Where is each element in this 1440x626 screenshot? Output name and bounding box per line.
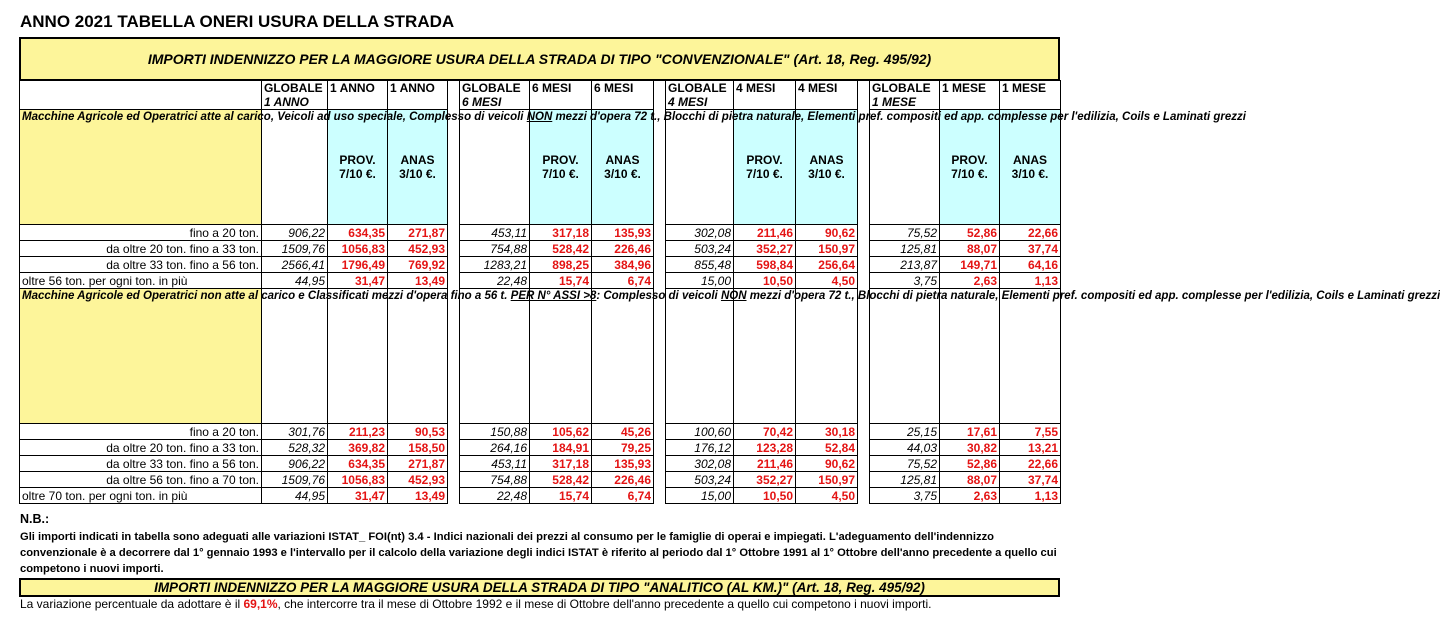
global-value: 25,15 [870, 424, 940, 440]
global-cell-1-anno [262, 110, 328, 225]
global-value: 44,03 [870, 440, 940, 456]
anas-value: 13,49 [388, 488, 448, 504]
global-value: 302,08 [666, 456, 734, 472]
anas-value: 4,50 [796, 488, 858, 504]
column-gap [654, 241, 666, 257]
prov-value: 105,62 [530, 424, 592, 440]
description-part: Macchine Agricole ed Operatrici atte al carico, Veicoli ad uso speciale, Complesso di veicoli [22, 111, 527, 123]
anas-value: 45,26 [592, 424, 654, 440]
column-gap [858, 110, 870, 225]
column-gap [858, 225, 870, 241]
notes-text: Gli importi indicati in tabella sono adeguati alle variazioni ISTAT_ FOI(nt) 3.4 - Indici nazionali dei prezzi al consumo per le famiglie di operai e impiegati. L'adeguamento dell'indennizzo convenzionale è a decorrere dal 1° gennaio 1993 e l'intervallo per il calcolo della variazione degli indici ISTAT è riferito al periodo dal 1° Ottobre 1991 al 1° Ottobre dell'anno precedente a quello cui competono i nuovi importi. [20, 531, 1057, 576]
anas-value: 1,13 [1000, 488, 1061, 504]
global-value: 150,88 [460, 424, 530, 440]
description-part: : Complesso di veicoli [596, 290, 721, 302]
prov-label-1-mese-line1: PROV. [951, 153, 988, 167]
conventional-banner: IMPORTI INDENNIZZO PER LA MAGGIORE USURA DELLA STRADA DI TIPO "CONVENZIONALE" (Art. 18, Reg. 495/92) [19, 37, 1060, 81]
table-row [20, 456, 1061, 472]
header-blank [20, 81, 262, 110]
anas-label-4-mesi [796, 110, 858, 225]
prov-label-1-anno [328, 110, 388, 225]
prov-value: 1056,83 [328, 241, 388, 257]
column-gap [858, 472, 870, 488]
global-value: 906,22 [262, 456, 328, 472]
weight-band-label: fino a 20 ton. [20, 424, 262, 440]
prov-value: 352,27 [734, 472, 796, 488]
anas-value: 135,93 [592, 225, 654, 241]
column-gap [654, 424, 666, 440]
prov-value: 317,18 [530, 225, 592, 241]
anas-value: 13,49 [388, 273, 448, 289]
column-gap [448, 456, 460, 472]
global-value: 125,81 [870, 241, 940, 257]
prov-value: 88,07 [940, 241, 1000, 257]
anas-value: 150,97 [796, 472, 858, 488]
global-value: 100,60 [666, 424, 734, 440]
prov-value: 70,42 [734, 424, 796, 440]
footer-note [20, 597, 932, 611]
column-gap [448, 488, 460, 504]
prov-label-4-mesi [734, 110, 796, 225]
header-global-4-mesi [666, 81, 734, 110]
anas-value: 226,46 [592, 241, 654, 257]
global-value: 22,48 [460, 488, 530, 504]
column-gap [654, 440, 666, 456]
column-gap [448, 472, 460, 488]
prov-label-1-mese [940, 110, 1000, 225]
column-gap [858, 273, 870, 289]
global-value: 264,16 [460, 440, 530, 456]
prov-value: 31,47 [328, 273, 388, 289]
global-value: 15,00 [666, 488, 734, 504]
header-period-label: 4 MESI [668, 95, 708, 109]
header-global-label: GLOBALE [872, 81, 931, 95]
prov-value: 52,86 [940, 456, 1000, 472]
anas-value: 452,93 [388, 241, 448, 257]
prov-value: 10,50 [734, 273, 796, 289]
prov-label-1-anno-line1: PROV. [339, 153, 376, 167]
global-cell-1-mese [870, 110, 940, 225]
prov-value: 52,86 [940, 225, 1000, 241]
global-value: 754,88 [460, 472, 530, 488]
column-gap [654, 110, 666, 225]
anas-value: 22,66 [1000, 225, 1061, 241]
column-gap [654, 488, 666, 504]
column-gap [448, 273, 460, 289]
anas-label-6-mesi [592, 110, 654, 225]
table-row [20, 273, 1061, 289]
description-part: mezzi d'opera 72 t., Blocchi di pietra naturale, Elementi pref. compositi ed app. complesse per l'edilizia, Coils e Laminati grezzi [746, 290, 1440, 302]
anas-label-1-anno-line1: ANAS [400, 153, 435, 167]
prov-value: 598,84 [734, 257, 796, 273]
anas-value: 7,55 [1000, 424, 1061, 440]
anas-label-4-mesi-line2: 3/10 €. [808, 167, 845, 181]
footer-text-before: La variazione percentuale da adottare è il [20, 597, 244, 611]
prov-label-1-mese-line2: 7/10 €. [951, 167, 988, 181]
column-gap [654, 289, 666, 424]
anas-value: 90,62 [796, 225, 858, 241]
anas-label-6-mesi-line1: ANAS [605, 153, 640, 167]
anas-label-4-mesi-line1: ANAS [809, 153, 844, 167]
anas-value: 271,87 [388, 225, 448, 241]
prov-value: 30,82 [940, 440, 1000, 456]
anas-label-1-anno [388, 110, 448, 225]
prov-value: 1056,83 [328, 472, 388, 488]
anas-value: 452,93 [388, 472, 448, 488]
column-gap [858, 81, 870, 110]
fees-table [19, 80, 1440, 504]
global-value: 503,24 [666, 472, 734, 488]
anas-cell-1-mese [1000, 289, 1061, 424]
description-part: PER N° ASSI >8 [510, 290, 597, 302]
prov-value: 15,74 [530, 488, 592, 504]
weight-band-label: oltre 70 ton. per ogni ton. in più [20, 488, 262, 504]
prov-value: 211,46 [734, 225, 796, 241]
prov-label-1-anno-line2: 7/10 €. [339, 167, 376, 181]
table-row [20, 440, 1061, 456]
global-value: 528,32 [262, 440, 328, 456]
prov-value: 10,50 [734, 488, 796, 504]
global-cell-6-mesi [460, 110, 530, 225]
global-value: 213,87 [870, 257, 940, 273]
prov-cell-6-mesi [530, 289, 592, 424]
global-value: 1509,76 [262, 472, 328, 488]
anas-value: 30,18 [796, 424, 858, 440]
anas-value: 90,53 [388, 424, 448, 440]
prov-value: 149,71 [940, 257, 1000, 273]
header-anas-1-mese: 1 MESE [1000, 81, 1061, 110]
column-gap [654, 81, 666, 110]
global-value: 754,88 [460, 241, 530, 257]
anas-value: 271,87 [388, 456, 448, 472]
anas-value: 769,92 [388, 257, 448, 273]
column-gap [858, 424, 870, 440]
global-value: 44,95 [262, 488, 328, 504]
page-title: ANNO 2021 TABELLA ONERI USURA DELLA STRADA [20, 12, 455, 31]
anas-label-1-mese-line1: ANAS [1012, 153, 1047, 167]
column-gap [448, 424, 460, 440]
header-prov-1-mese: 1 MESE [940, 81, 1000, 110]
description-part: NON [526, 111, 553, 123]
prov-value: 17,61 [940, 424, 1000, 440]
global-cell-4-mesi [666, 289, 734, 424]
prov-value: 317,18 [530, 456, 592, 472]
global-value: 301,76 [262, 424, 328, 440]
anas-label-1-mese-line2: 3/10 €. [1011, 167, 1049, 181]
weight-band-label: da oltre 20 ton. fino a 33 ton. [20, 241, 262, 257]
prov-value: 634,35 [328, 456, 388, 472]
header-anas-6-mesi: 6 MESI [592, 81, 654, 110]
table-row [20, 472, 1061, 488]
header-anas-1-anno: 1 ANNO [388, 81, 448, 110]
global-value: 125,81 [870, 472, 940, 488]
anas-value: 384,96 [592, 257, 654, 273]
column-gap [448, 289, 460, 424]
prov-cell-1-mese [940, 289, 1000, 424]
weight-band-label: fino a 20 ton. [20, 225, 262, 241]
column-gap [654, 273, 666, 289]
anas-value: 37,74 [1000, 472, 1061, 488]
prov-cell-1-anno [328, 289, 388, 424]
anas-value: 158,50 [388, 440, 448, 456]
prov-value: 211,46 [734, 456, 796, 472]
global-value: 302,08 [666, 225, 734, 241]
section-header-row [20, 289, 1061, 424]
column-gap [448, 110, 460, 225]
prov-value: 2,63 [940, 273, 1000, 289]
column-gap [858, 257, 870, 273]
column-gap [654, 456, 666, 472]
global-value: 3,75 [870, 488, 940, 504]
header-period-label: 6 MESI [462, 95, 502, 109]
anas-value: 6,74 [592, 488, 654, 504]
header-global-label: GLOBALE [264, 81, 323, 95]
global-value: 1509,76 [262, 241, 328, 257]
prov-value: 31,47 [328, 488, 388, 504]
nb-label: N.B.: [20, 512, 50, 526]
global-value: 906,22 [262, 225, 328, 241]
table-row [20, 424, 1061, 440]
global-value: 2566,41 [262, 257, 328, 273]
column-gap [448, 257, 460, 273]
global-value: 44,95 [262, 273, 328, 289]
prov-value: 528,42 [530, 241, 592, 257]
section-header-row [20, 110, 1061, 225]
table-row [20, 241, 1061, 257]
prov-label-4-mesi-line2: 7/10 €. [746, 167, 783, 181]
anas-label-1-mese [1000, 110, 1061, 225]
prov-cell-4-mesi [734, 289, 796, 424]
prov-label-6-mesi-line2: 7/10 €. [542, 167, 579, 181]
header-global-1-anno [262, 81, 328, 110]
prov-value: 1796,49 [328, 257, 388, 273]
column-gap [858, 488, 870, 504]
header-anas-4-mesi: 4 MESI [796, 81, 858, 110]
weight-band-label: da oltre 33 ton. fino a 56 ton. [20, 257, 262, 273]
column-gap [858, 456, 870, 472]
column-gap [448, 241, 460, 257]
prov-value: 123,28 [734, 440, 796, 456]
header-global-label: GLOBALE [462, 81, 521, 95]
column-gap [858, 440, 870, 456]
anas-value: 150,97 [796, 241, 858, 257]
anas-value: 256,64 [796, 257, 858, 273]
column-gap [448, 81, 460, 110]
description-part: Macchine Agricole ed Operatrici non atte al carico e Classificati mezzi d'opera fino a 56 t. [22, 290, 511, 302]
prov-value: 352,27 [734, 241, 796, 257]
prov-label-4-mesi-line1: PROV. [746, 153, 783, 167]
prov-value: 2,63 [940, 488, 1000, 504]
header-global-label: GLOBALE [668, 81, 727, 95]
anas-value: 52,84 [796, 440, 858, 456]
column-gap [654, 257, 666, 273]
global-value: 855,48 [666, 257, 734, 273]
anas-value: 64,16 [1000, 257, 1061, 273]
global-value: 3,75 [870, 273, 940, 289]
vehicle-category-description [20, 289, 1440, 424]
global-value: 453,11 [460, 225, 530, 241]
column-gap [858, 289, 870, 424]
prov-value: 898,25 [530, 257, 592, 273]
prov-value: 184,91 [530, 440, 592, 456]
table-row [20, 225, 1061, 241]
anas-value: 135,93 [592, 456, 654, 472]
anas-cell-6-mesi [592, 289, 654, 424]
description-part: mezzi d'opera 72 t., Blocchi di pietra naturale, Elementi pref. compositi ed app. complesse per l'edilizia, Coils e Laminati grezzi [552, 111, 1246, 123]
table-row [20, 257, 1061, 273]
prov-label-6-mesi [530, 110, 592, 225]
header-global-1-mese [870, 81, 940, 110]
anas-value: 226,46 [592, 472, 654, 488]
column-gap [654, 225, 666, 241]
global-cell-6-mesi [460, 289, 530, 424]
header-prov-4-mesi: 4 MESI [734, 81, 796, 110]
prov-value: 15,74 [530, 273, 592, 289]
anas-value: 90,62 [796, 456, 858, 472]
anas-label-1-anno-line2: 3/10 €. [399, 167, 436, 181]
anas-value: 37,74 [1000, 241, 1061, 257]
column-gap [654, 472, 666, 488]
anas-label-6-mesi-line2: 3/10 €. [604, 167, 641, 181]
weight-band-label: da oltre 20 ton. fino a 33 ton. [20, 440, 262, 456]
global-value: 176,12 [666, 440, 734, 456]
table-row [20, 488, 1061, 504]
description-part: NON [720, 290, 747, 302]
weight-band-label: da oltre 56 ton. fino a 70 ton. [20, 472, 262, 488]
prov-value: 88,07 [940, 472, 1000, 488]
global-cell-1-anno [262, 289, 328, 424]
global-value: 453,11 [460, 456, 530, 472]
global-value: 75,52 [870, 225, 940, 241]
global-value: 75,52 [870, 456, 940, 472]
anas-value: 13,21 [1000, 440, 1061, 456]
anas-value: 79,25 [592, 440, 654, 456]
column-gap [448, 440, 460, 456]
header-global-6-mesi [460, 81, 530, 110]
global-value: 503,24 [666, 241, 734, 257]
global-value: 15,00 [666, 273, 734, 289]
global-cell-4-mesi [666, 110, 734, 225]
prov-value: 369,82 [328, 440, 388, 456]
prov-value: 211,23 [328, 424, 388, 440]
prov-value: 528,42 [530, 472, 592, 488]
analytic-banner: IMPORTI INDENNIZZO PER LA MAGGIORE USURA DELLA STRADA DI TIPO "ANALITICO (AL KM.)" (Art. 18, Reg. 495/92) [19, 578, 1060, 597]
header-prov-1-anno: 1 ANNO [328, 81, 388, 110]
anas-cell-1-anno [388, 289, 448, 424]
anas-value: 6,74 [592, 273, 654, 289]
header-prov-6-mesi: 6 MESI [530, 81, 592, 110]
column-gap [858, 241, 870, 257]
anas-value: 22,66 [1000, 456, 1061, 472]
global-cell-1-mese [870, 289, 940, 424]
anas-cell-4-mesi [796, 289, 858, 424]
footer-percentage: 69,1% [243, 597, 278, 611]
anas-value: 1,13 [1000, 273, 1061, 289]
column-gap [448, 225, 460, 241]
global-value: 22,48 [460, 273, 530, 289]
weight-band-label: oltre 56 ton. per ogni ton. in più [20, 273, 262, 289]
header-period-label: 1 MESE [872, 95, 917, 109]
global-value: 1283,21 [460, 257, 530, 273]
header-row [20, 81, 1061, 110]
prov-value: 634,35 [328, 225, 388, 241]
footer-text-after: , che intercorre tra il mese di Ottobre 1992 e il mese di Ottobre dell'anno precedente a quello cui competono i nuovi importi. [277, 597, 932, 611]
weight-band-label: da oltre 33 ton. fino a 56 ton. [20, 456, 262, 472]
header-period-label: 1 ANNO [264, 95, 309, 109]
prov-label-6-mesi-line1: PROV. [542, 153, 579, 167]
anas-value: 4,50 [796, 273, 858, 289]
